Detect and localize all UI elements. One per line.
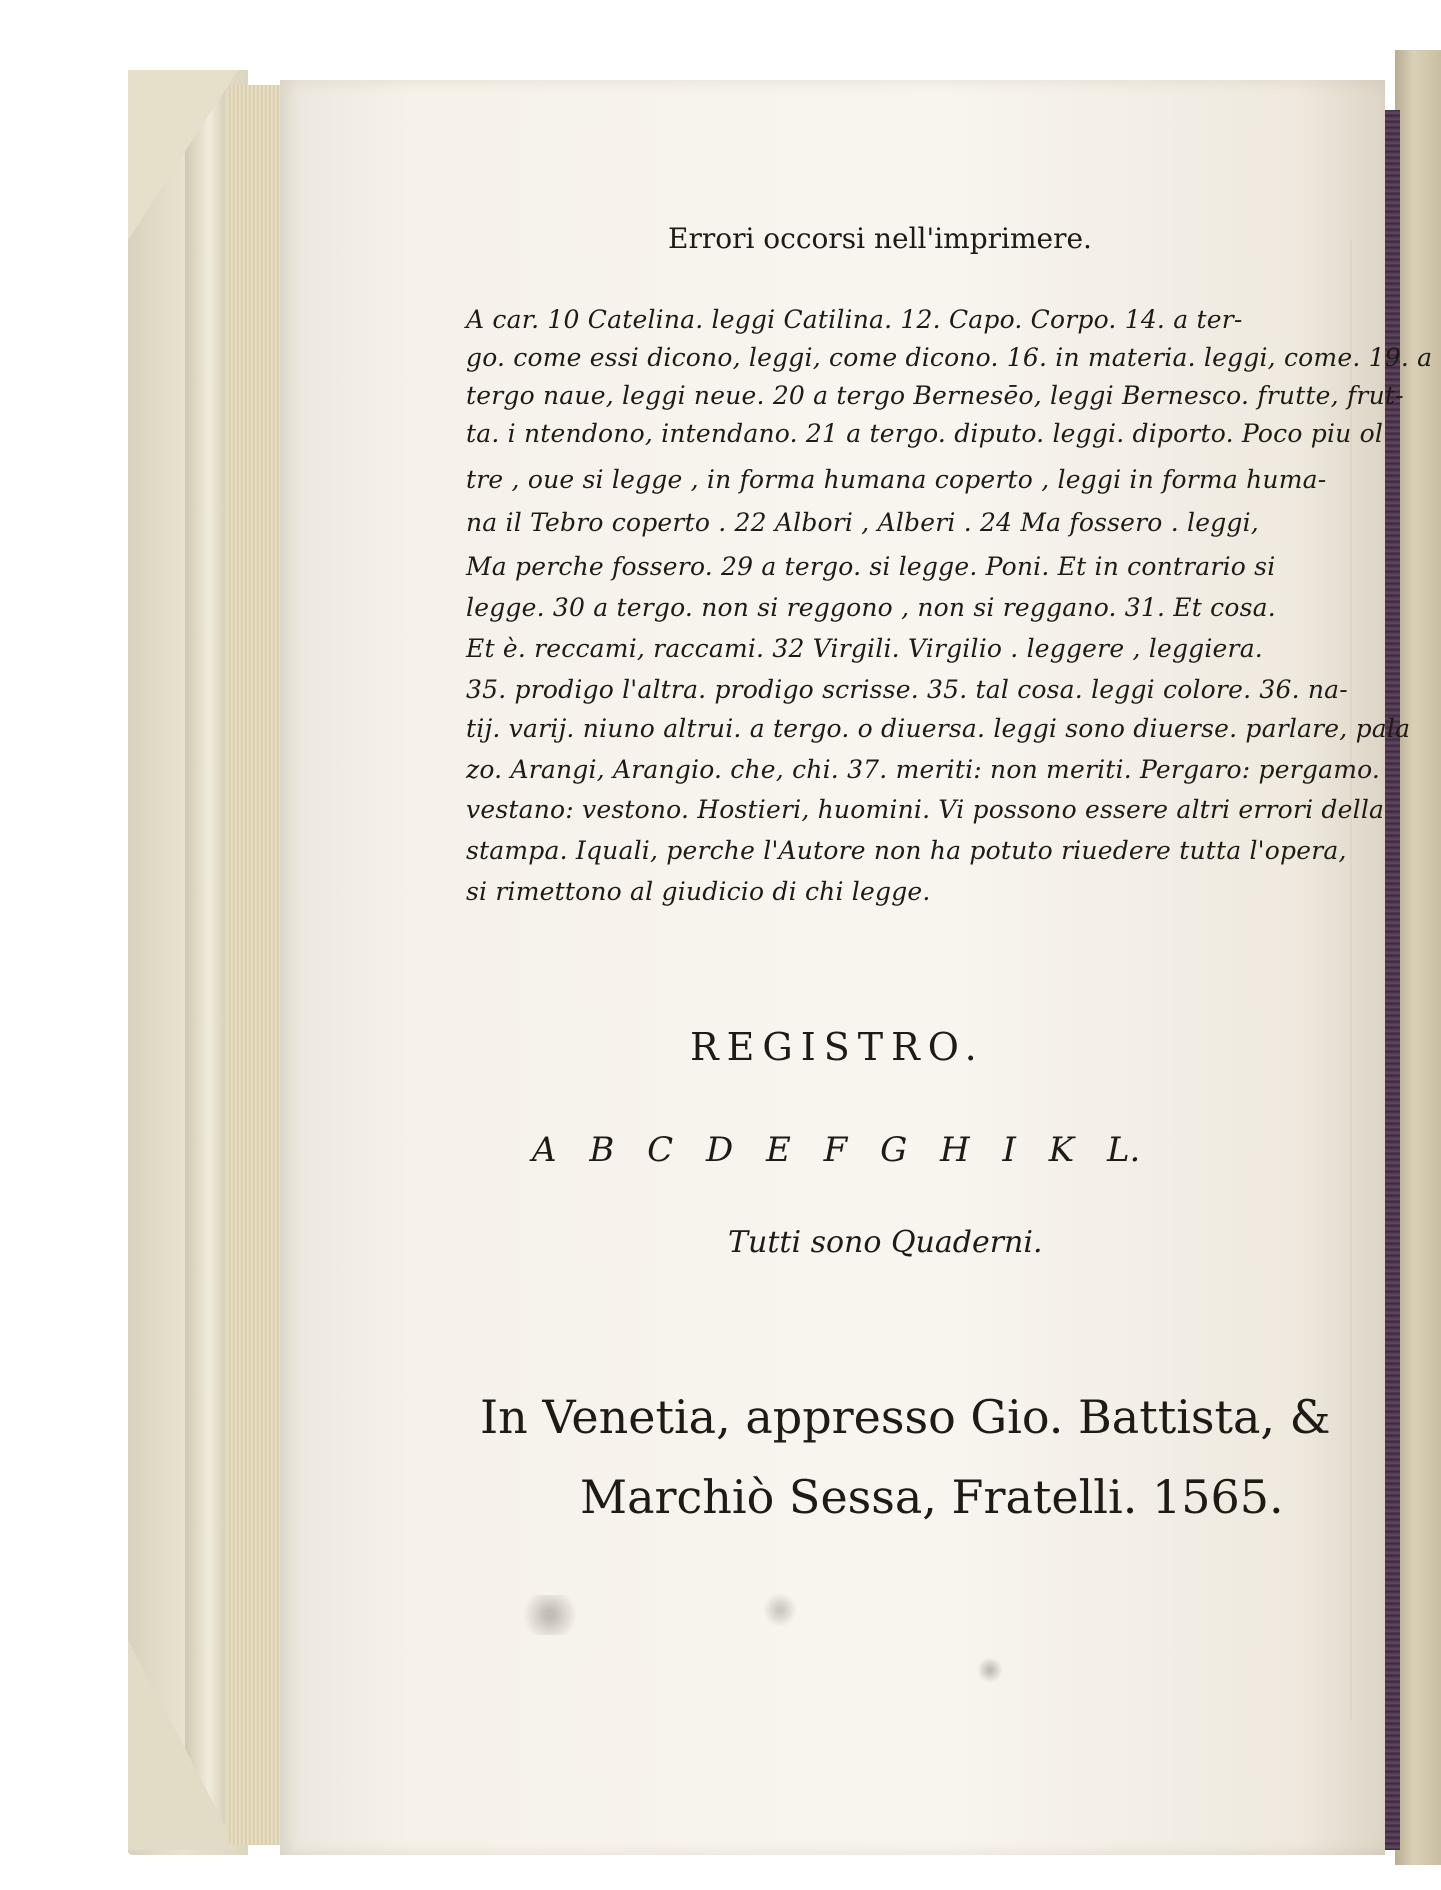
ink-smudge [975,1655,1005,1685]
errata-line: si rimettono al giudicio di chi legge. [466,877,931,906]
cover-corner-top [128,70,238,240]
registro-letters: A B C D E F G H I K L. [532,1130,1141,1170]
errata-line: vestano: vestono. Hostieri, huomini. Vi possono essere altri errori della [466,795,1385,824]
left-cover-fold [185,90,225,1830]
registro-title: REGISTRO. [690,1025,985,1069]
quaderni-note: Tutti sono Quaderni. [728,1225,1043,1260]
errata-line: 35. prodigo l'altra. prodigo scrisse. 35. tal cosa. leggi colore. 36. na- [466,675,1348,704]
right-cover [1395,50,1441,1865]
ink-smudge [760,1590,800,1630]
cover-corner-bottom [128,1640,238,1850]
errata-line: tij. varij. niuno altrui. a tergo. o diuersa. leggi sono diuerse. parlare, pala [466,714,1411,743]
errata-line: zo. Arangi, Arangio. che, chi. 37. meriti: non meriti. Pergaro: pergamo. [466,755,1381,784]
ink-smudge [510,1595,590,1635]
imprint-line-2: Marchiò Sessa, Fratelli. 1565. [580,1470,1284,1524]
errata-heading: Errori occorsi nell'imprimere. [668,222,1092,255]
errata-line: ta. i ntendono, intendano. 21 a tergo. diputo. leggi. diporto. Poco piu ol [466,419,1384,448]
errata-line: Et è. reccami, raccami. 32 Virgili. Virgilio . leggere , leggiera. [466,634,1263,663]
errata-line: tergo naue, leggi neue. 20 a tergo Bernesēo, leggi Bernesco. frutte, frut- [466,381,1404,410]
page-edges [228,85,288,1845]
errata-line: na il Tebro coperto . 22 Albori , Alberi . 24 Ma fossero . leggi, [466,508,1259,537]
errata-line: go. come essi dicono, leggi, come dicono. 16. in materia. leggi, come. 19. a [466,343,1433,372]
errata-line: tre , oue si legge , in forma humana coperto , leggi in forma huma- [466,465,1327,494]
errata-line: Ma perche fossero. 29 a tergo. si legge. Poni. Et in contrario si [466,552,1276,581]
imprint-line-1: In Venetia, appresso Gio. Battista, & [480,1390,1331,1444]
errata-line: A car. 10 Catelina. leggi Catilina. 12. Capo. Corpo. 14. a ter- [466,305,1243,334]
errata-line: stampa. Iquali, perche l'Autore non ha potuto riuedere tutta l'opera, [466,836,1347,865]
errata-line: legge. 30 a tergo. non si reggono , non si reggano. 31. Et cosa. [466,593,1276,622]
